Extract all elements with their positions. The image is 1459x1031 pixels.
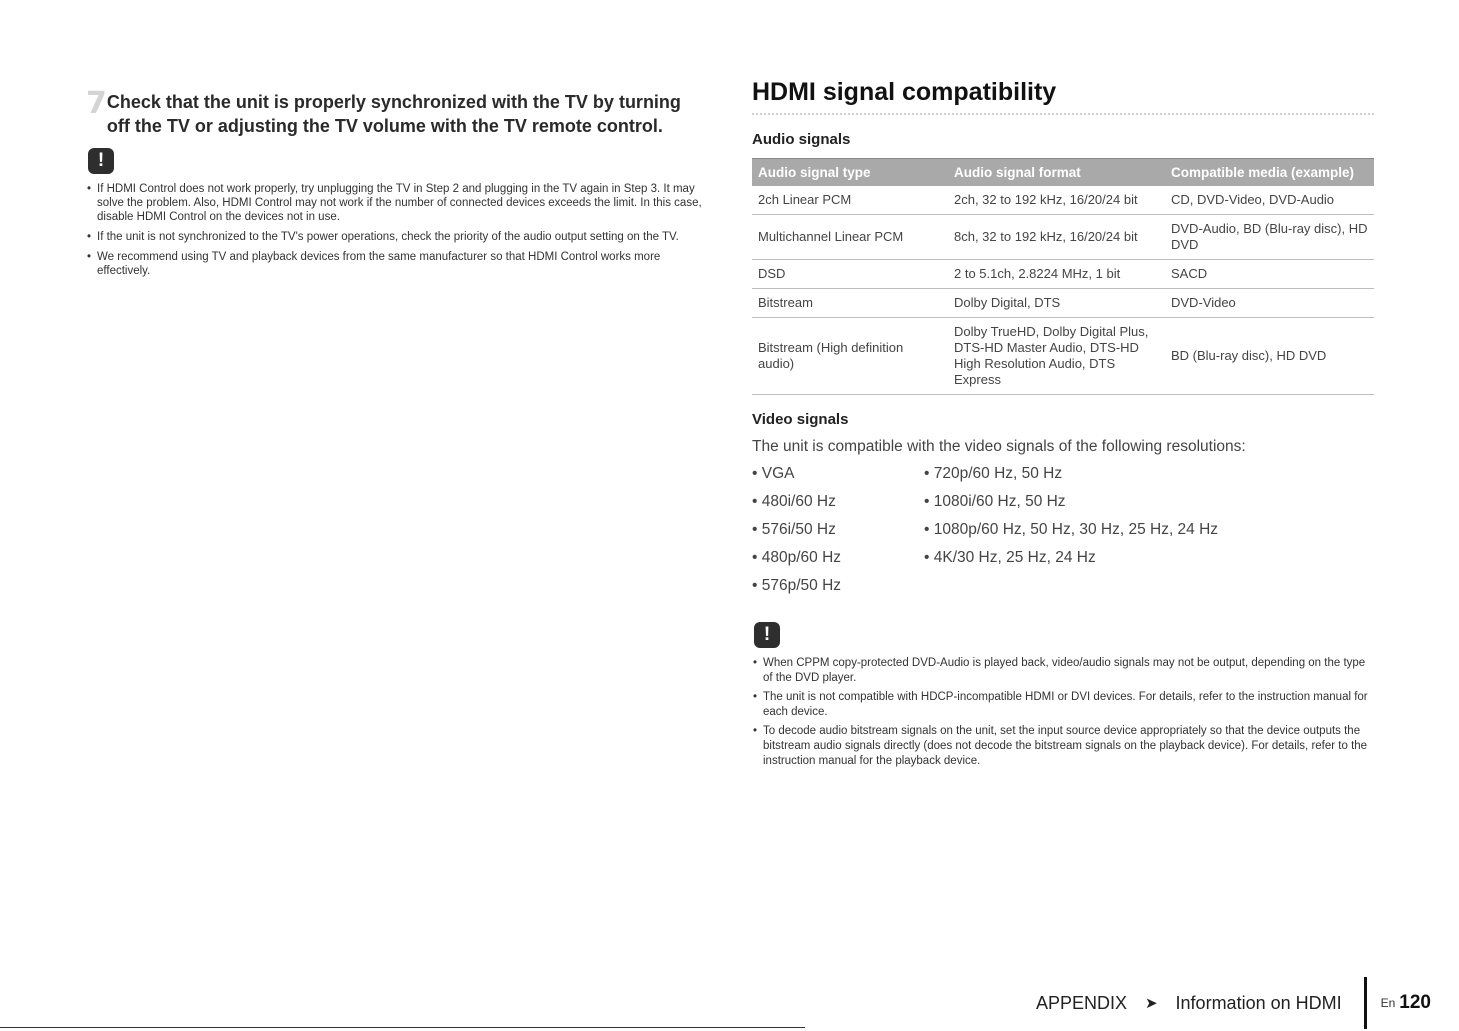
resolutions-list: [752, 464, 1374, 596]
bottom-rule: [0, 1027, 805, 1028]
resolution-item: • 4K/30 Hz, 25 Hz, 24 Hz: [924, 549, 1096, 566]
table-cell: 2ch, 32 to 192 kHz, 16/20/24 bit: [948, 186, 1165, 215]
page-number: 120: [1399, 992, 1431, 1013]
step-7: [86, 86, 706, 138]
caution-icon: !: [754, 622, 780, 648]
notes-list: [86, 182, 706, 278]
table-cell: 2 to 5.1ch, 2.8224 MHz, 1 bit: [948, 260, 1165, 289]
table-cell: BD (Blu-ray disc), HD DVD: [1165, 318, 1374, 395]
note-item: • To decode audio bitstream signals on the unit, set the input source device appropriately so that the device outputs the bitstream audio signals directly (does not decode the bitstream signals on the playback device). For details, refer to the instruction manual for the playback device.: [752, 724, 1374, 769]
table-cell: DSD: [752, 260, 948, 289]
video-signals-heading: Video signals: [752, 411, 849, 428]
table-row: [752, 289, 1374, 318]
column-header: Compatible media (example): [1165, 159, 1374, 187]
arrow-right-icon: ➤: [1144, 995, 1158, 1012]
right-column: [752, 78, 1374, 773]
table-cell: 2ch Linear PCM: [752, 186, 948, 215]
table-row: [752, 318, 1374, 395]
resolution-item: • 1080p/60 Hz, 50 Hz, 30 Hz, 25 Hz, 24 Hz: [924, 521, 1219, 538]
page-footer: [1036, 978, 1431, 1028]
table-cell: DVD-Video: [1165, 289, 1374, 318]
audio-signals-table: [752, 158, 1374, 395]
step-number: 7: [86, 86, 107, 121]
table-cell: CD, DVD-Video, DVD-Audio: [1165, 186, 1374, 215]
column-header: Audio signal format: [948, 159, 1165, 187]
footer-language: En: [1380, 996, 1396, 1010]
notes-list: [752, 656, 1374, 769]
footer-section: APPENDIX: [1035, 992, 1127, 1013]
left-column: [86, 86, 706, 284]
column-header: Audio signal type: [752, 159, 948, 187]
resolution-item: • 480i/60 Hz: [752, 493, 836, 510]
note-item: • We recommend using TV and playback devices from the same manufacturer so that HDMI Control works more effectively.: [86, 250, 706, 278]
audio-signals-heading: Audio signals: [752, 131, 851, 148]
table-cell: SACD: [1165, 260, 1374, 289]
resolution-item: • 480p/60 Hz: [752, 549, 842, 566]
note-item: • If the unit is not synchronized to the TV's power operations, check the priority of the audio output setting on the TV.: [86, 230, 706, 244]
video-notes: [752, 622, 1374, 769]
table-cell: Bitstream: [752, 289, 948, 318]
table-cell: Multichannel Linear PCM: [752, 215, 948, 260]
resolution-item: [924, 576, 1364, 596]
table-header-row: [752, 159, 1374, 187]
resolution-item: • 720p/60 Hz, 50 Hz: [924, 465, 1063, 482]
table-row: [752, 215, 1374, 260]
table-cell: 8ch, 32 to 192 kHz, 16/20/24 bit: [948, 215, 1165, 260]
table-row: [752, 260, 1374, 289]
note-item: • If HDMI Control does not work properly, try unplugging the TV in Step 2 and plugging in the TV again in Step 3. It may solve the problem. Also, HDMI Control may not work if the number of connected devices exceeds the limit. In this case, disable HDMI Control on the devices not in use.: [86, 182, 706, 224]
resolution-item: • 576i/50 Hz: [752, 521, 836, 538]
resolution-item: • 576p/50 Hz: [752, 577, 842, 594]
note-item: • When CPPM copy-protected DVD-Audio is played back, video/audio signals may not be output, depending on the type of the DVD player.: [752, 656, 1374, 686]
table-cell: Dolby TrueHD, Dolby Digital Plus, DTS-HD Master Audio, DTS-HD High Resolution Audio, DTS Express: [948, 318, 1165, 395]
note-item: • The unit is not compatible with HDCP-incompatible HDMI or DVI devices. For details, refer to the instruction manual for each device.: [752, 690, 1374, 720]
resolution-item: • 1080i/60 Hz, 50 Hz: [924, 493, 1066, 510]
table-row: [752, 186, 1374, 215]
footer-divider: [1364, 977, 1367, 1029]
resolution-item: • VGA: [752, 465, 795, 482]
caution-icon: !: [88, 148, 114, 174]
page-title: HDMI signal compatibility: [752, 78, 1374, 115]
video-signals-description: The unit is compatible with the video signals of the following resolutions:: [752, 438, 1246, 455]
footer-topic: Information on HDMI: [1175, 992, 1342, 1013]
table-cell: DVD-Audio, BD (Blu-ray disc), HD DVD: [1165, 215, 1374, 260]
table-cell: Bitstream (High definition audio): [752, 318, 948, 395]
table-cell: Dolby Digital, DTS: [948, 289, 1165, 318]
step-instruction: Check that the unit is properly synchronized with the TV by turning off the TV or adjusting the TV volume with the TV remote control.: [106, 92, 681, 136]
